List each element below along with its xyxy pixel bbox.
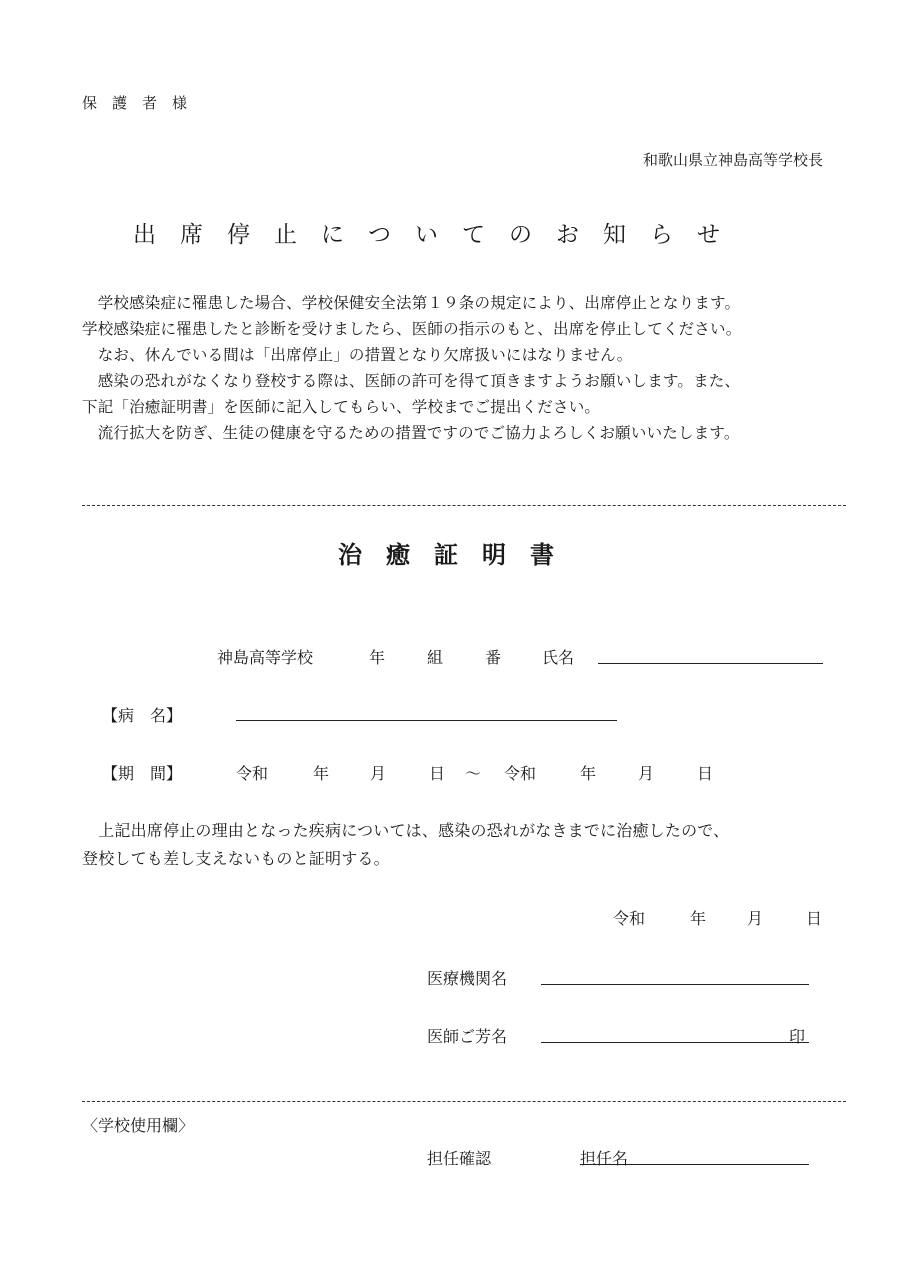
addressee: 保 護 者 様 — [82, 94, 188, 112]
statement-line: 登校しても差し支えないものと証明する。 — [82, 849, 390, 868]
name-label: 氏名 — [542, 648, 575, 667]
period-to-month: 月 — [638, 764, 655, 783]
statement-line: 上記出席停止の理由となった疾病については、感染の恐れがなきまでに治癒したので、 — [82, 821, 730, 840]
period-from-day: 日 — [429, 764, 446, 783]
notice-paragraph: 学校感染症に罹患したと診断を受けましたら、医師の指示のもと、出席を停止してください。 — [82, 320, 742, 338]
doctor-name-field[interactable] — [541, 1042, 809, 1043]
period-to-era: 令和 — [504, 764, 537, 783]
period-from-year: 年 — [313, 764, 330, 783]
notice-paragraph: なお、休んでいる間は「出席停止」の措置となり欠席扱いにはなりません。 — [82, 346, 633, 364]
homeroom-confirm-label: 担任確認 — [427, 1149, 492, 1168]
seal-mark: 印 — [789, 1027, 806, 1046]
period-to-year: 年 — [580, 764, 597, 783]
period-label: 【期 間】 — [102, 764, 183, 783]
sender: 和歌山県立神島高等学校長 — [642, 151, 823, 169]
notice-paragraph: 学校感染症に罹患した場合、学校保健安全法第１９条の規定により、出席停止となります。 — [82, 294, 741, 312]
certificate-title: 治 癒 証 明 書 — [338, 540, 554, 569]
cut-line-divider — [82, 505, 846, 506]
period-from-era: 令和 — [236, 764, 269, 783]
certificate-statement — [82, 817, 729, 873]
period-to-day: 日 — [697, 764, 714, 783]
notice-paragraph: 下記「治癒証明書」を医師に記入してもらい、学校までご提出ください。 — [82, 398, 601, 416]
homeroom-teacher-label: 担任名 — [580, 1149, 629, 1168]
year-label: 年 — [369, 648, 386, 667]
school-use-label: 〈学校使用欄〉 — [82, 1116, 195, 1135]
disease-field[interactable] — [236, 720, 617, 721]
cut-line-divider — [82, 1101, 846, 1102]
issue-date-era: 令和 — [613, 909, 646, 928]
notice-title: 出 席 停 止 に つ い て の お 知 ら せ — [133, 222, 721, 248]
issue-date-year: 年 — [690, 909, 707, 928]
issue-date-day: 日 — [806, 909, 823, 928]
homeroom-teacher-field[interactable] — [580, 1164, 809, 1165]
notice-paragraph: 流行拡大を防ぎ、生徒の健康を守るための措置ですのでご協力よろしくお願いいたします。 — [82, 424, 740, 442]
class-label: 組 — [427, 648, 444, 667]
doctor-label: 医師ご芳名 — [427, 1027, 508, 1046]
notice-paragraph: 感染の恐れがなくなり登校する際は、医師の許可を得て頂きますようお願いします。また、 — [82, 372, 741, 390]
institution-field[interactable] — [541, 984, 809, 985]
institution-label: 医療機関名 — [427, 969, 508, 988]
disease-label: 【病 名】 — [102, 706, 183, 725]
period-from-month: 月 — [370, 764, 387, 783]
notice-body — [82, 290, 741, 446]
school-name: 神島高等学校 — [217, 648, 314, 667]
name-field[interactable] — [598, 663, 823, 664]
issue-date-month: 月 — [747, 909, 764, 928]
period-tilde: ～ — [465, 764, 482, 783]
number-label: 番 — [485, 648, 502, 667]
